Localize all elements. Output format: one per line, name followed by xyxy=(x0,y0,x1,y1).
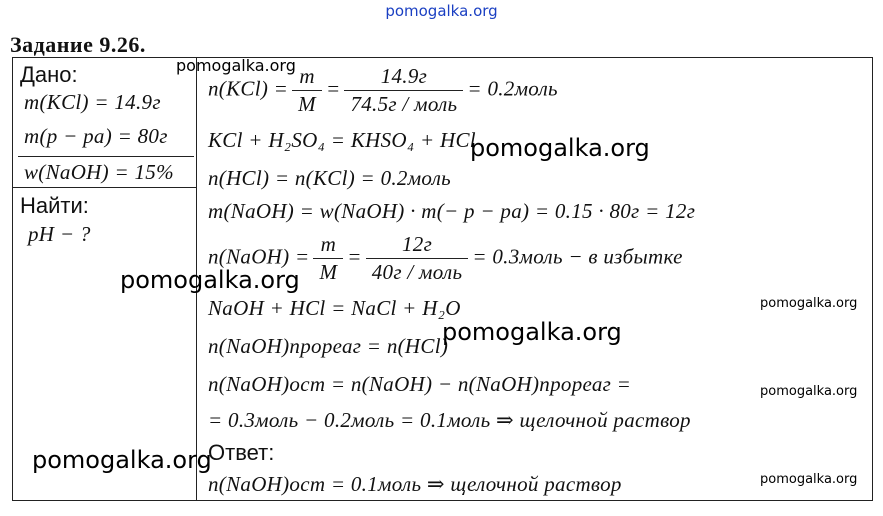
answer-line: n(NaOH)ост = 0.1моль ⇒ щелочной раствор xyxy=(208,472,622,496)
fraction: $\frac{m}{M}$ xyxy=(313,232,343,285)
given-line: w(NaOH) = 15% xyxy=(24,160,174,184)
watermark: pomogalka.org xyxy=(760,296,858,311)
solution-line-5: n(NaOH) = $\frac{m}{M}$ = $\frac{12г}{\text{40г / моль}}$ = 0.3моль − в избытке xyxy=(208,232,683,284)
fraction: $\frac{12г}{\text{40г / моль}}$ xyxy=(366,232,469,285)
solution-line-9: = 0.3моль − 0.2моль = 0.1моль ⇒ щелочной раствор xyxy=(208,408,691,432)
find-line: pH − ? xyxy=(28,222,91,246)
watermark: pomogalka.org xyxy=(32,446,212,474)
solution-line-1: n(KCl) = $\frac{m}{M}$ = $\frac{14.9г}{\text{74.5г / моль}}$ = 0.2моль xyxy=(208,64,558,116)
solution-line-8: n(NaOH)ост = n(NaOH) − n(NaOH)прореаг = xyxy=(208,372,632,396)
site-link[interactable]: pomogalka.org xyxy=(385,2,498,20)
watermark: pomogalka.org xyxy=(470,134,650,162)
watermark: pomogalka.org xyxy=(120,266,300,294)
given-line: m(p − pa) = 80г xyxy=(24,124,168,148)
watermark: pomogalka.org xyxy=(442,318,622,346)
find-label: Найти: xyxy=(20,193,89,218)
given-line: m(KCl) = 14.9г xyxy=(24,90,161,114)
solution-line-6: NaOH + HCl = NaCl + H₂O xyxy=(208,296,461,320)
task-title: Задание 9.26. xyxy=(10,32,146,57)
fraction: $\frac{14.9г}{\text{74.5г / моль}}$ xyxy=(344,64,463,117)
fraction: $\frac{m}{M}$ xyxy=(292,64,322,117)
answer-label: Ответ: xyxy=(208,440,275,465)
given-find-divider xyxy=(12,187,196,188)
solution-line-3: n(HCl) = n(KCl) = 0.2моль xyxy=(208,166,452,190)
given-label: Дано: xyxy=(20,62,78,87)
watermark: pomogalka.org xyxy=(760,384,858,399)
given-underline xyxy=(18,156,194,157)
solution-line-2: KCl + H₂SO₄ = KHSO₄ + HCl xyxy=(208,128,476,152)
solution-line-4: m(NaOH) = w(NaOH) · m(− p − pa) = 0.15 · 80г = 12г xyxy=(208,199,696,223)
solution-line-7: n(NaOH)прореаг = n(HCl) xyxy=(208,334,449,358)
watermark: pomogalka.org xyxy=(176,56,296,75)
watermark: pomogalka.org xyxy=(760,472,858,487)
